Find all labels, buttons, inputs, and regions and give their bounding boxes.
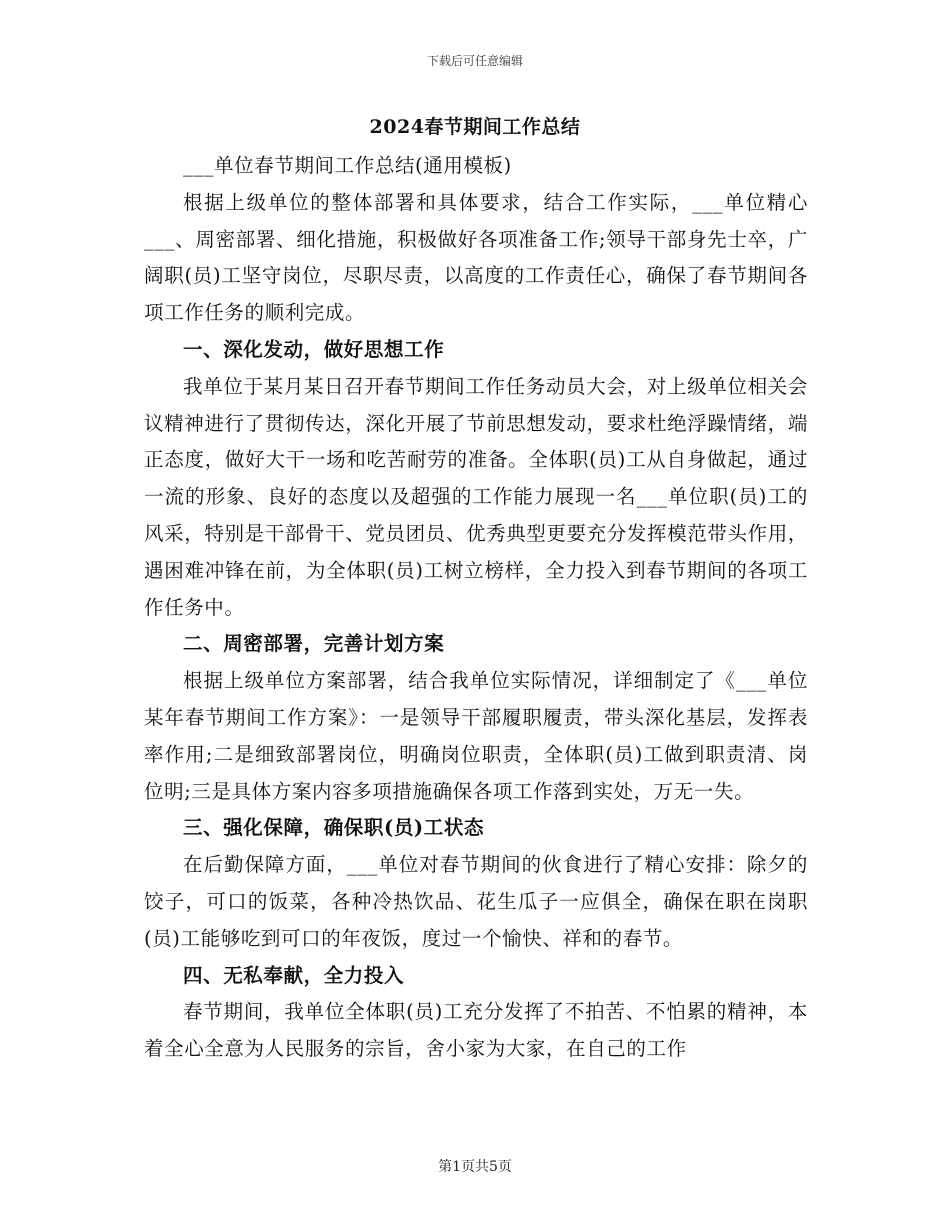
section-paragraph-3: 在后勤保障方面，___单位对春节期间的伙食进行了精心安排：除夕的饺子，可口的饭菜，各种冷热饮品、花生瓜子一应俱全，确保在职在岗职(员)工能够吃到可口的年夜饭，度过一个愉快、祥和的春节。 <box>144 853 808 950</box>
section-paragraph-4: 春节期间，我单位全体职(员)工充分发挥了不拍苦、不怕累的精神，本着全心全意为人民服务的宗旨，舍小家为大家，在自己的工作 <box>144 1000 808 1061</box>
section-heading-3: 三、强化保障，确保职(员)工状态 <box>183 816 485 840</box>
section-heading-1: 一、深化发动，做好思想工作 <box>183 337 445 361</box>
header-note: 下载后可任意编辑 <box>426 54 523 68</box>
page-number: 第1页共5页 <box>438 1159 512 1175</box>
section-paragraph-2: 根据上级单位方案部署，结合我单位实际情况，详细制定了《___单位某年春节期间工作方案》：一是领导干部履职履责，带头深化基层，发挥表率作用;二是细致部署岗位，明确岗位职责，全体职(员)工做到职责清、岗位明;三是具体方案内容多项措施确保各项工作落到实处，万无一失。 <box>144 669 808 803</box>
document-title: 2024春节期间工作总结 <box>369 116 581 138</box>
section-heading-4: 四、无私奉献，全力投入 <box>183 963 405 987</box>
intro-paragraph: 根据上级单位的整体部署和具体要求，结合工作实际，___单位精心___、周密部署、细化措施，积极做好各项准备工作;领导干部身先士卒，广阔职(员)工坚守岗位，尽职尽责，以高度的工作责任心，确保了春节期间各项工作任务的顺利完成。 <box>144 190 808 325</box>
section-paragraph-1: 我单位于某月某日召开春节期间工作任务动员大会，对上级单位相关会议精神进行了贯彻传达，深化开展了节前思想发动，要求杜绝浮躁情绪，端正态度，做好大干一场和吃苦耐劳的准备。全体职(员)工从自身做起，通过一流的形象、良好的态度以及超强的工作能力展现一名___单位职(员)工的风采，特别是干部骨干、党员团员、优秀典型更要充分发挥模范带头作用，遇困难冲锋在前，为全体职(员)工树立榜样，全力投入到春节期间的各项工作任务中。 <box>144 374 808 619</box>
section-heading-2: 二、周密部署，完善计划方案 <box>183 632 445 656</box>
document-body <box>144 148 808 1068</box>
subtitle-paragraph: ___单位春节期间工作总结(通用模板) <box>183 154 512 177</box>
